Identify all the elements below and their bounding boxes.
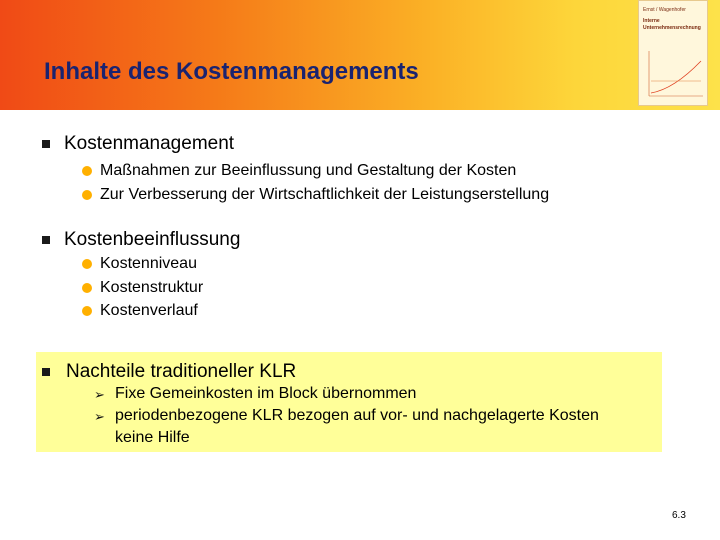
square-bullet-icon <box>42 368 50 376</box>
arrow-bullet-icon: ➢ <box>94 387 105 402</box>
slide-title: Inhalte des Kostenmanagements <box>44 58 419 85</box>
list-item: Fixe Gemeinkosten im Block übernommen <box>115 385 417 402</box>
square-bullet-icon <box>42 236 50 244</box>
circle-bullet-icon <box>82 283 92 293</box>
section-heading-nachteile: Nachteile traditioneller KLR <box>66 361 297 382</box>
book-author: Ernst / Wagenhofer <box>643 7 686 13</box>
section-heading-kostenmanagement: Kostenmanagement <box>64 133 235 154</box>
square-bullet-icon <box>42 140 50 148</box>
book-title-line2: Unternehmensrechnung <box>643 25 701 31</box>
arrow-bullet-icon: ➢ <box>94 409 105 424</box>
circle-bullet-icon <box>82 306 92 316</box>
page-number: 6.3 <box>672 510 686 521</box>
list-item: Maßnahmen zur Beeinflussung und Gestaltung der Kosten <box>100 162 517 179</box>
book-chart-icon <box>639 1 709 107</box>
book-title-line1: Interne <box>643 18 660 24</box>
list-item: Kostenverlauf <box>100 302 198 319</box>
list-item: periodenbezogene KLR bezogen auf vor- und nachgelagerte Kosten keine Hilfe <box>115 407 599 446</box>
circle-bullet-icon <box>82 259 92 269</box>
list-item: Zur Verbesserung der Wirtschaftlichkeit der Leistungserstellung <box>100 186 550 203</box>
circle-bullet-icon <box>82 166 92 176</box>
book-cover-thumbnail <box>638 0 708 106</box>
list-item: Kostenniveau <box>100 255 197 272</box>
section-heading-kostenbeeinflussung: Kostenbeeinflussung <box>64 229 241 250</box>
circle-bullet-icon <box>82 190 92 200</box>
header-bar <box>0 0 720 110</box>
list-item: Kostenstruktur <box>100 279 204 296</box>
